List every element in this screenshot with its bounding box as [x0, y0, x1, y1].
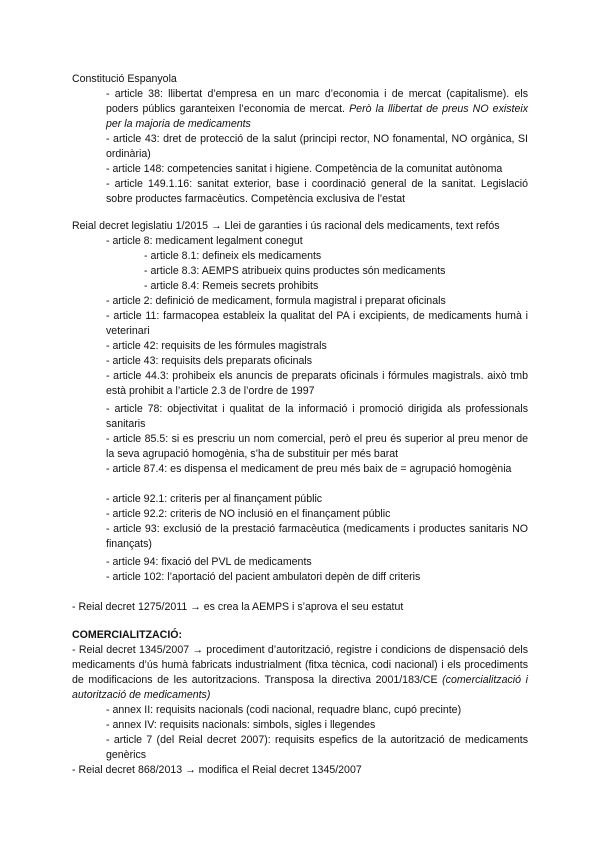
list-item: - article 44.3: prohibeix els anuncis de preparats oficinals i fórmules magistrals. això tmb està prohibit a l’article 2.3 de l’ordre de 1997 — [106, 370, 528, 398]
rd-868-line: - Reial decret 868/2013 → modifica el Reial decret 1345/2007 — [72, 764, 362, 776]
rd-1345-paragraph: - Reial decret 1345/2007 → procediment d’autorització, registre i condicions de dispensació dels medicaments d’ús humà fabricats industrialment (fitxa tècnica, codi nacional) i els procediments de modificacions de les autoritzacions. Transposa la directiva 2001/183/CE (comercialització i autorització de medicaments) — [72, 644, 528, 702]
list-item: - article 102: l’aportació del pacient ambulatori depèn de diff criteris — [106, 571, 421, 583]
list-item: - article 149.1.16: sanitat exterior, base i coordinació general de la sanitat. Legislació sobre productes farmacèutics. Competència exclusiva de l’estat — [106, 178, 528, 206]
italic-note: Però la llibertat de preus NO existeix per la majoria de medicaments — [106, 103, 529, 131]
list-item: - article 11: farmacopea estableix la qualitat del PA i excipients, de medicaments humà i veterinari — [106, 310, 528, 338]
list-item: - article 8.1: defineix els medicaments — [144, 250, 322, 262]
list-item: - article 78: objectivitat i qualitat de la informació i promoció dirigida als professionals sanitaris — [106, 403, 528, 431]
list-item: - annex II: requisits nacionals (codi nacional, requadre blanc, cupó precinte) — [106, 704, 462, 716]
list-item: - article 93: exclusió de la prestació farmacèutica (medicaments i productes sanitaris NO finançats) — [106, 523, 528, 551]
list-item: - annex IV: requisits nacionals: simbols, sigles i llegendes — [106, 719, 376, 731]
rd-1275-line: - Reial decret 1275/2011 → es crea la AEMPS i s’aprova el seu estatut — [72, 601, 404, 613]
list-item: - article 7 (del Reial decret 2007): requisits espefics de la autorització de medicaments genèrics — [106, 734, 528, 762]
list-item: - article 8.4: Remeis secrets prohibits — [144, 280, 319, 292]
list-item: - article 42: requisits de les fórmules magistrals — [106, 340, 327, 352]
list-item: - article 148: competencies sanitat i higiene. Competència de la comunitat autònoma — [106, 163, 503, 175]
list-item: - article 92.2: criteris de NO inclusió en el finançament públic — [106, 508, 391, 520]
list-item: - article 85.5: si es prescriu un nom comercial, però el preu és superior al preu menor de la seva agrupació homogènia, s’ha de substituir per més barat — [106, 433, 528, 461]
list-item: - article 94: fixació del PVL de medicaments — [106, 556, 312, 568]
list-item: - article 43: dret de protecció de la salut (principi rector, NO fonamental, NO orgànica, SI ordinària) — [106, 133, 528, 161]
list-item: - article 87.4: es dispensa el medicament de preu més baix de = agrupació homogènia — [106, 463, 512, 475]
list-item: - article 8.3: AEMPS atribueix quins productes són medicaments — [144, 265, 446, 277]
list-item: - article 43: requisits dels preparats oficinals — [106, 355, 313, 367]
list-item: - article 8: medicament legalment conegut — [106, 235, 303, 247]
list-item: - article 38: llibertat d’empresa en un marc d’economia i de mercat (capitalisme). els poders públics garanteixen l’economia de mercat. Però la llibertat de preus NO existeix per la majoria de medicaments — [106, 88, 529, 131]
section-title-rdl: Reial decret legislatiu 1/2015 → Llei de garanties i ús racional dels medicaments, text refós — [72, 220, 500, 232]
heading-comercialitzacio: COMERCIALITZACIÓ: — [72, 629, 183, 641]
list-item: - article 92.1: criteris per al finançament públic — [106, 493, 323, 505]
list-item: - article 2: definició de medicament, formula magistral i preparat oficinals — [106, 295, 446, 307]
italic-note: (comercialització i autorització de medicaments) — [72, 674, 528, 702]
section-title-constitucio: Constitució Espanyola — [72, 73, 177, 85]
